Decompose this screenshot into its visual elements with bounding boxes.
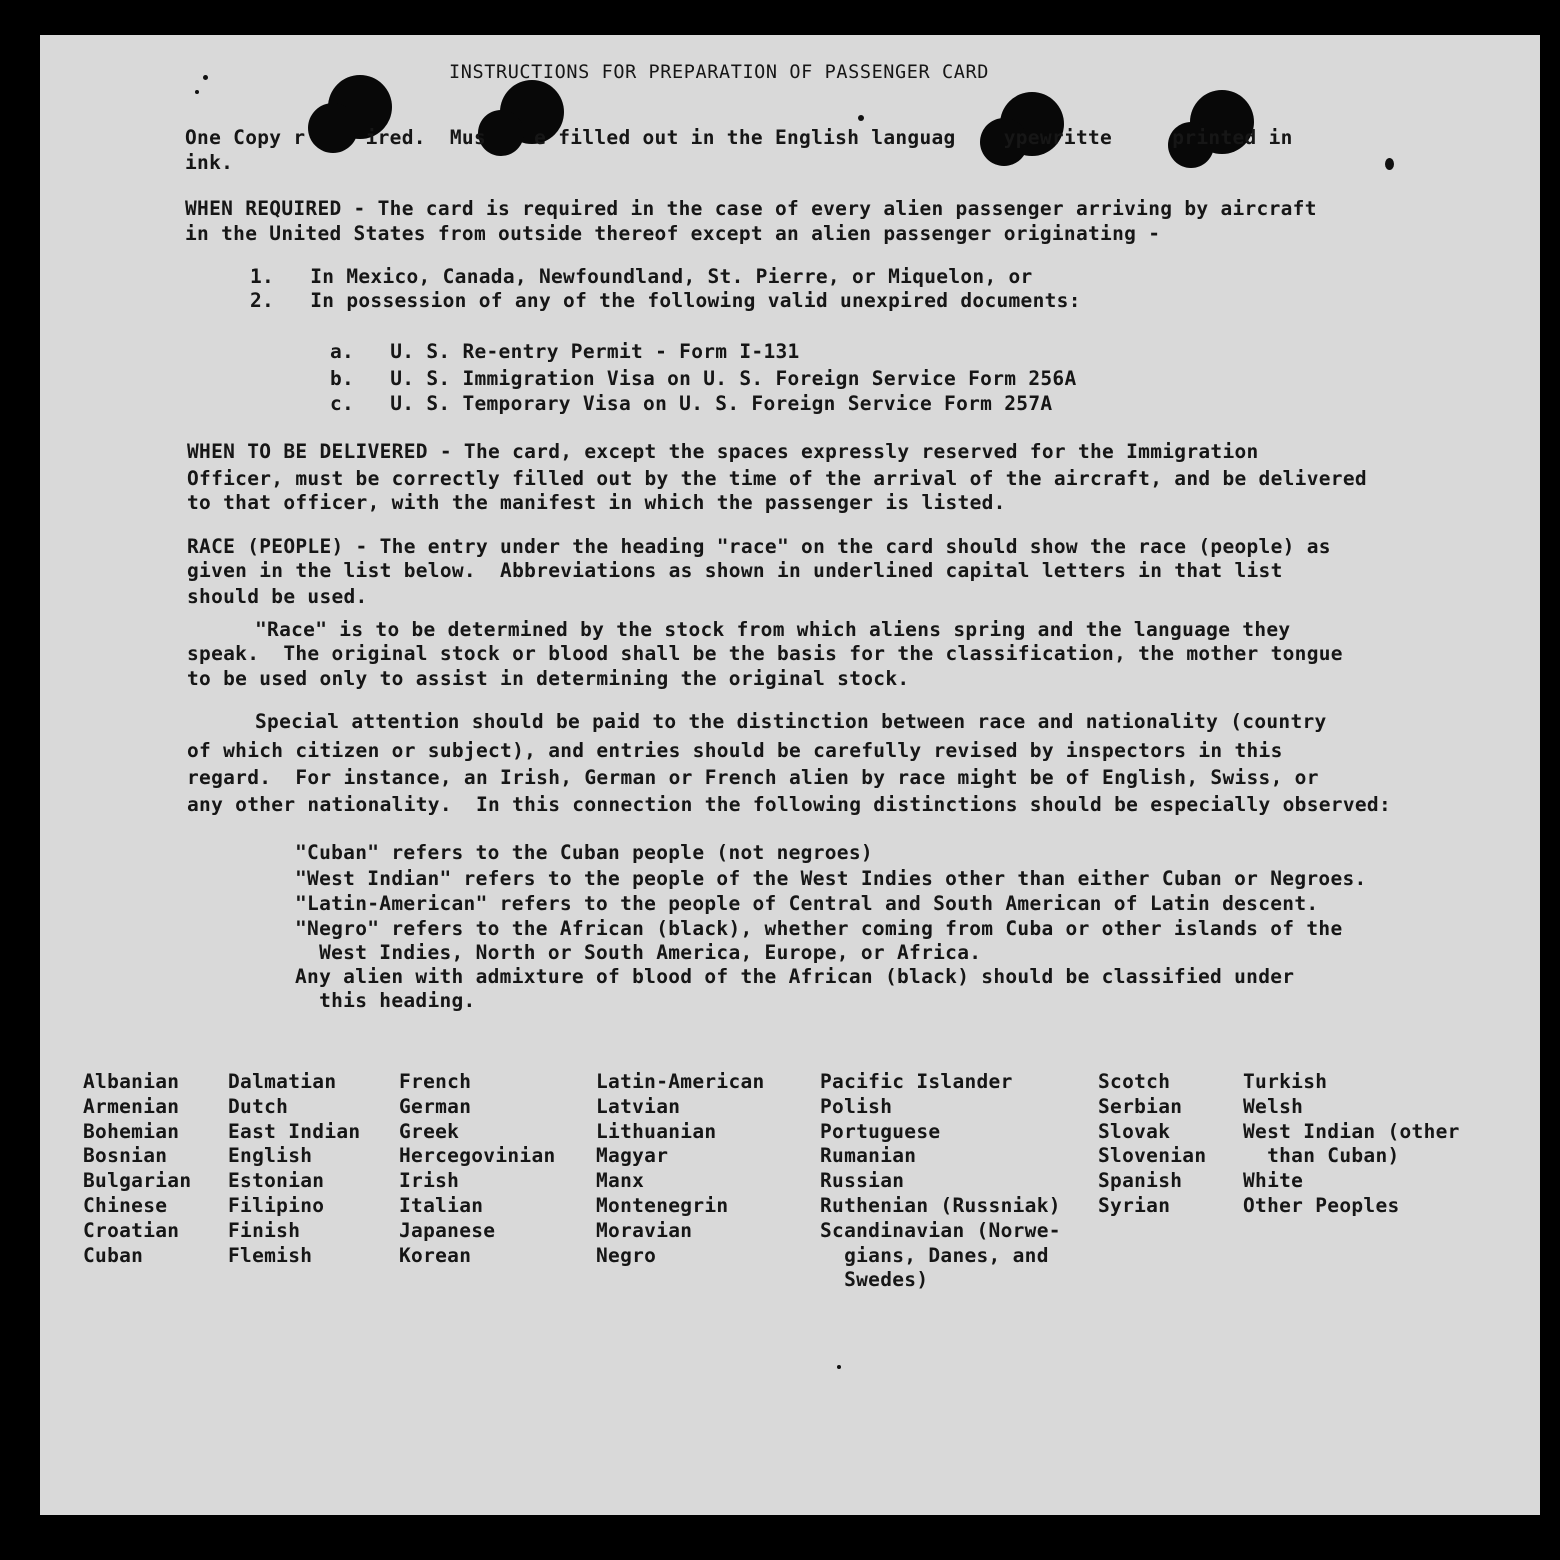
race-entry: West Indian (other: [1243, 1119, 1460, 1143]
race-entry: Polish: [820, 1094, 893, 1118]
race-entry: Scandinavian (Norwe-: [820, 1218, 1061, 1242]
race-entry: Latvian: [596, 1094, 681, 1118]
race-entry: Dutch: [228, 1094, 289, 1118]
race-entry: Latin-American: [596, 1070, 765, 1093]
intro-line: ink.: [185, 151, 234, 174]
race-entry: Armenian: [83, 1094, 180, 1118]
when-required-line: WHEN REQUIRED - The card is required in the case of every alien passenger arriving by aircraft: [185, 197, 1317, 220]
race-entry: Finish: [228, 1218, 301, 1242]
race-entry: Flemish: [228, 1243, 313, 1267]
race-entry: Bulgarian: [83, 1169, 192, 1193]
race-entry: Pacific Islander: [820, 1070, 1013, 1093]
distinction-line: West Indies, North or South America, Europe, or Africa.: [295, 941, 982, 964]
race-entry: Croatian: [83, 1218, 180, 1242]
distinction-line: Any alien with admixture of blood of the African (black) should be classified under: [295, 965, 1295, 988]
race-intro-line: should be used.: [187, 585, 368, 608]
ink-speck: [195, 90, 199, 94]
race-entry: Portuguese: [820, 1119, 941, 1143]
race-entry: Other Peoples: [1243, 1193, 1400, 1217]
special-attention-line: regard. For instance, an Irish, German or French alien by race might be of English, Swiss, or: [187, 766, 1319, 789]
race-entry: Swedes): [820, 1268, 929, 1292]
race-intro-line: RACE (PEOPLE) - The entry under the heading "race" on the card should show the race (people) as: [187, 535, 1331, 558]
special-attention-line: Special attention should be paid to the distinction between race and nationality (country: [255, 710, 1327, 733]
race-entry: Slovak: [1098, 1119, 1171, 1143]
race-entry: Spanish: [1098, 1169, 1183, 1193]
race-entry: East Indian: [228, 1119, 361, 1143]
race-list-column: [1098, 1070, 1206, 1219]
race-entry: Moravian: [596, 1218, 693, 1242]
race-entry: Chinese: [83, 1193, 168, 1217]
race-entry: gians, Danes, and: [820, 1243, 1049, 1267]
special-attention-line: of which citizen or subject), and entries should be carefully revised by inspectors in this: [187, 739, 1283, 762]
race-entry: Filipino: [228, 1193, 325, 1217]
when-delivered-line: to that officer, with the manifest in which the passenger is listed.: [187, 491, 1006, 514]
ink-speck: [858, 115, 864, 121]
race-entry: Welsh: [1243, 1094, 1304, 1118]
distinction-line: "Cuban" refers to the Cuban people (not negroes): [295, 841, 873, 864]
race-stock-line: "Race" is to be determined by the stock from which aliens spring and the language they: [255, 618, 1291, 641]
race-entry: Korean: [399, 1243, 472, 1267]
race-entry: Japanese: [399, 1218, 496, 1242]
race-entry: Italian: [399, 1193, 484, 1217]
when-delivered-line: Officer, must be correctly filled out by the time of the arrival of the aircraft, and be delivered: [187, 467, 1367, 490]
race-entry: Russian: [820, 1169, 905, 1193]
distinction-line: "Latin-American" refers to the people of Central and South American of Latin descent.: [295, 892, 1319, 915]
race-stock-line: to be used only to assist in determining the original stock.: [187, 667, 910, 690]
document-item: c. U. S. Temporary Visa on U. S. Foreign Service Form 257A: [330, 392, 1053, 415]
race-entry: Montenegrin: [596, 1193, 729, 1217]
ink-speck: [203, 75, 208, 80]
when-delivered-line: WHEN TO BE DELIVERED - The card, except the spaces expressly reserved for the Immigration: [187, 440, 1259, 463]
race-entry: Greek: [399, 1119, 460, 1143]
race-entry: White: [1243, 1169, 1304, 1193]
race-entry: Manx: [596, 1169, 645, 1193]
race-entry: Magyar: [596, 1144, 669, 1168]
race-entry: Bohemian: [83, 1119, 180, 1143]
race-entry: Irish: [399, 1169, 460, 1193]
race-entry: Albanian: [83, 1070, 180, 1093]
race-entry: Turkish: [1243, 1070, 1328, 1093]
race-entry: Ruthenian (Russniak): [820, 1193, 1061, 1217]
page-title: INSTRUCTIONS FOR PREPARATION OF PASSENGER CARD: [449, 62, 989, 83]
race-entry: Estonian: [228, 1169, 325, 1193]
race-entry: Hercegovinian: [399, 1144, 556, 1168]
race-entry: than Cuban): [1243, 1144, 1400, 1168]
when-required-line: in the United States from outside thereof except an alien passenger originating -: [185, 222, 1161, 245]
race-list-column: [228, 1070, 360, 1268]
ink-speck: [837, 1365, 841, 1369]
race-entry: Scotch: [1098, 1070, 1171, 1093]
race-entry: Lithuanian: [596, 1119, 717, 1143]
race-entry: Serbian: [1098, 1094, 1183, 1118]
numbered-item: 2. In possession of any of the following valid unexpired documents:: [250, 289, 1081, 312]
race-entry: English: [228, 1144, 313, 1168]
race-intro-line: given in the list below. Abbreviations as shown in underlined capital letters in that list: [187, 559, 1283, 582]
race-entry: Cuban: [83, 1243, 144, 1267]
race-list-column: [399, 1070, 556, 1268]
race-entry: Rumanian: [820, 1144, 917, 1168]
race-list-column: [820, 1070, 1061, 1293]
race-entry: German: [399, 1094, 472, 1118]
special-attention-line: any other nationality. In this connection the following distinctions should be especially observed:: [187, 793, 1391, 816]
distinction-line: "West Indian" refers to the people of the West Indies other than either Cuban or Negroes.: [295, 867, 1367, 890]
race-stock-line: speak. The original stock or blood shall be the basis for the classification, the mother tongue: [187, 642, 1343, 665]
distinction-line: "Negro" refers to the African (black), whether coming from Cuba or other islands of the: [295, 917, 1343, 940]
race-entry: Bosnian: [83, 1144, 168, 1168]
ink-speck: [1385, 158, 1394, 170]
race-list-column: [83, 1070, 191, 1268]
race-entry: French: [399, 1070, 472, 1093]
race-list-column: [1243, 1070, 1460, 1219]
race-entry: Syrian: [1098, 1193, 1171, 1217]
race-entry: Dalmatian: [228, 1070, 337, 1093]
race-list-column: [596, 1070, 765, 1268]
document-item: a. U. S. Re-entry Permit - Form I-131: [330, 340, 800, 363]
distinction-line: this heading.: [295, 989, 476, 1012]
numbered-item: 1. In Mexico, Canada, Newfoundland, St. Pierre, or Miquelon, or: [250, 265, 1033, 288]
intro-line: One Copy r ired. Mus e filled out in the English languag ypewritte printed in: [185, 126, 1293, 149]
document-item: b. U. S. Immigration Visa on U. S. Foreign Service Form 256A: [330, 367, 1077, 390]
race-entry: Negro: [596, 1243, 657, 1267]
race-entry: Slovenian: [1098, 1144, 1207, 1168]
